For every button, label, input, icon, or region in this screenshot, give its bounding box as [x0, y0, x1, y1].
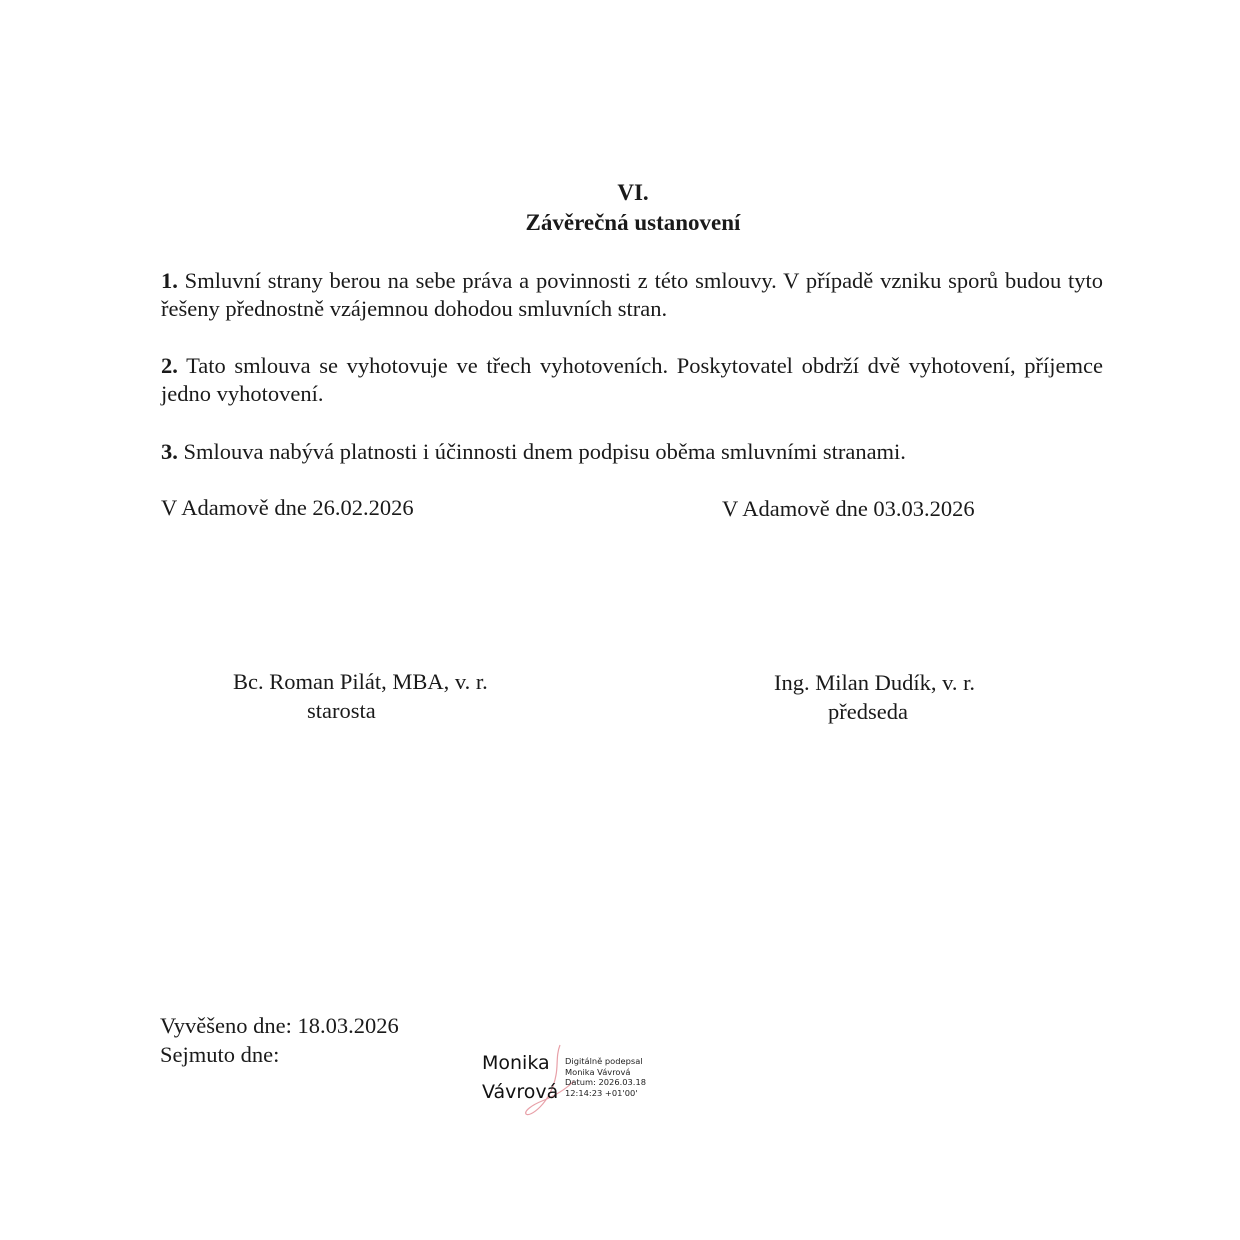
section-number: VI.	[617, 180, 649, 205]
signatory-right-name: Ing. Milan Dudík, v. r.	[774, 670, 976, 695]
clause-text: Smlouva nabývá platnosti i účinnosti dnem podpisu oběma smluvními stranami.	[177, 439, 906, 464]
clause-number: 3.	[161, 439, 178, 464]
signature-detail-line: Datum: 2026.03.18	[565, 1077, 647, 1087]
clause-text: Tato smlouva se vyhotovuje ve třech vyhotoveních. Poskytovatel obdrží dvě vyhotovení, příjemce jedno vyhotovení.	[161, 353, 1103, 406]
date-right: V Adamově dne 03.03.2026	[722, 496, 975, 521]
clause-number: 1.	[161, 268, 178, 293]
removed-date: Sejmuto dne:	[160, 1042, 280, 1067]
posted-date: Vyvěšeno dne: 18.03.2026	[160, 1013, 399, 1038]
signer-last-name: Vávrová	[482, 1081, 559, 1103]
digital-signature	[482, 1043, 662, 1119]
clause-3	[161, 438, 1103, 466]
signature-details	[565, 1056, 646, 1098]
section-title: Závěrečná ustanovení	[525, 210, 741, 235]
signer-first-name: Monika	[482, 1052, 550, 1074]
clause-2	[161, 352, 1103, 408]
clause-1	[161, 267, 1103, 323]
signatory-right-role: předseda	[828, 699, 908, 724]
signatory-left-name: Bc. Roman Pilát, MBA, v. r.	[233, 669, 488, 694]
signatory-left-role: starosta	[307, 698, 376, 723]
signature-detail-line: Digitálně podepsal	[565, 1056, 643, 1066]
date-left: V Adamově dne 26.02.2026	[161, 495, 414, 520]
clause-number: 2.	[161, 353, 178, 378]
signature-detail-line: Monika Vávrová	[565, 1066, 631, 1077]
clause-text: Smluvní strany berou na sebe práva a povinnosti z této smlouvy. V případě vzniku sporů budou tyto řešeny přednostně vzájemnou dohodou smluvních stran.	[161, 268, 1103, 321]
signature-detail-line: 12:14:23 +01'00'	[565, 1087, 638, 1098]
